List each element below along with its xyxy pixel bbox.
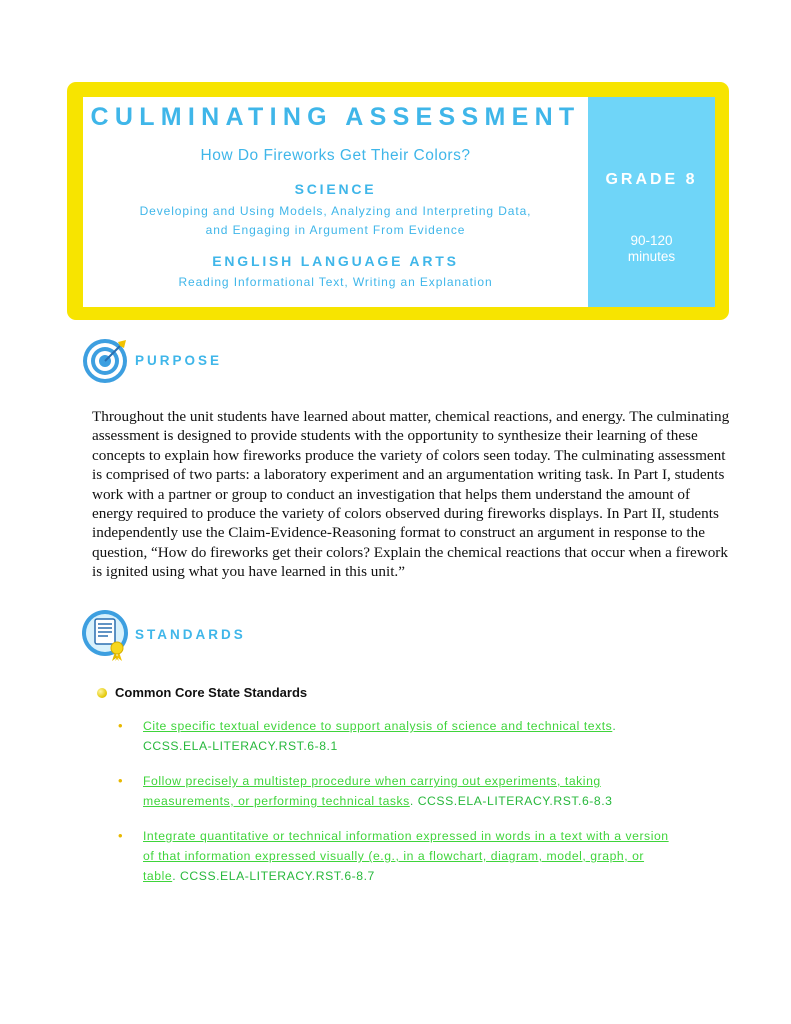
duration-unit: minutes — [627, 249, 676, 264]
bullet-marker: • — [118, 828, 124, 843]
ela-heading: ENGLISH LANGUAGE ARTS — [212, 253, 459, 269]
standards-title: STANDARDS — [135, 627, 246, 642]
standards-group-heading: Common Core State Standards — [115, 685, 308, 700]
standard-link[interactable]: Follow precisely a multistep procedure when carrying out experiments, taking measurements, or performing technical tasks — [143, 774, 601, 808]
science-line-2: and Engaging in Argument From Evidence — [205, 223, 466, 237]
standards-list — [118, 716, 678, 901]
standard-code: . CCSS.ELA-LITERACY.RST.6-8.7 — [172, 869, 375, 883]
ela-text: Reading Informational Text, Writing an Explanation — [178, 275, 493, 289]
bullet-marker: • — [118, 773, 124, 788]
standard-link[interactable]: Integrate quantitative or technical information expressed in words in a text with a version of that information expressed visually (e.g., in a flowchart, diagram, model, graph, or table — [143, 829, 669, 883]
grade-panel — [588, 97, 715, 307]
target-icon — [82, 336, 130, 389]
duration — [588, 233, 715, 265]
standard-code: . CCSS.ELA-LITERACY.RST.6-8.1 — [143, 719, 617, 753]
standard-code: . CCSS.ELA-LITERACY.RST.6-8.3 — [409, 794, 613, 808]
duration-range: 90-120 — [630, 233, 673, 248]
science-heading: SCIENCE — [294, 181, 377, 197]
standard-item — [118, 771, 678, 811]
page-subtitle: How Do Fireworks Get Their Colors? — [200, 147, 471, 164]
purpose-body: Throughout the unit students have learned about matter, chemical reactions, and energy. The culminating assessment is designed to provide students with the opportunity to synthesize their learning of these concepts to explain how fireworks produce the variety of colors seen today. The culminating assessment is comprised of two parts: a laboratory experiment and an argumentation writing task. In Part I, students work with a partner or group to conduct an investigation that helps them understand the amount of energy required to produce the variety of colors observed during fireworks displays. In Part II, students independently use the Claim-Evidence-Reasoning format to construct an argument in response to the question, “How do fireworks get their colors? Explain the chemical reactions that occur when a firework is ignited using what you have learned in this unit.” — [92, 408, 730, 581]
science-line-1: Developing and Using Models, Analyzing and Interpreting Data, — [139, 204, 532, 218]
header-info-panel — [83, 97, 588, 307]
standard-item — [118, 826, 678, 886]
standard-link[interactable]: Cite specific textual evidence to support analysis of science and technical texts — [143, 719, 613, 733]
purpose-title: PURPOSE — [135, 353, 223, 368]
bullet-icon — [97, 688, 107, 698]
grade-label: GRADE 8 — [605, 171, 698, 188]
page-title: CULMINATING ASSESSMENT — [90, 103, 581, 131]
document-certificate-icon — [82, 608, 132, 667]
bullet-marker: • — [118, 718, 124, 733]
standard-item — [118, 716, 678, 756]
